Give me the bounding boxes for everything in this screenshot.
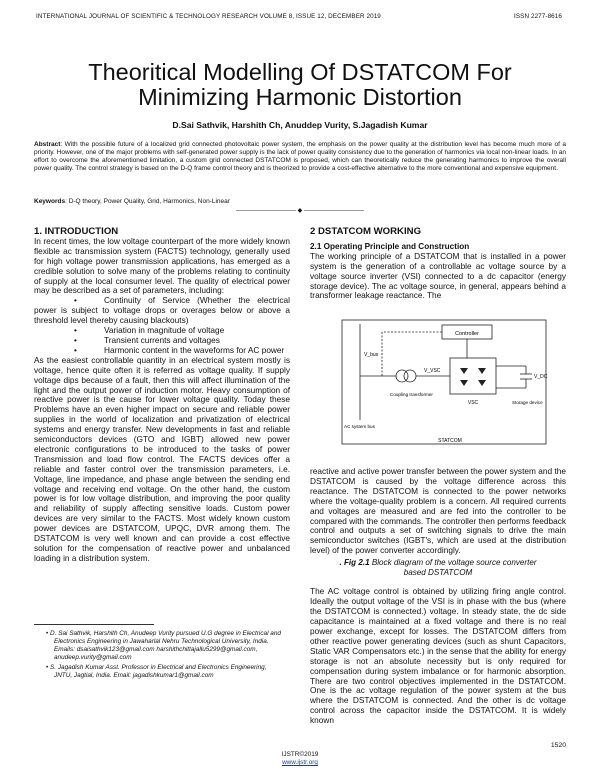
label-vvsc: V_VSC — [424, 368, 441, 374]
bullet-symbol: • — [74, 344, 77, 355]
vsc-box — [450, 358, 496, 394]
list-item — [34, 346, 290, 356]
working-paragraph-3: The AC voltage control is obtained by utilizing firing angle control. Ideally the output voltage of the VSI is in phase with the bus (where the DSTATCOM is connected.) voltage. In steady state, the dc side capacitance is maintained at a fixed voltage and there is no real power exchange, except for losses. The DSTATCOM differs from other reactive power generating devices (such as shunt Capacitors, Static VAR Compensators etc.) in the sense that the ability for energy storage is not an absolute necessity but is only required for compensation during system imbalance or for harmonic absorption. There are two control objectives implemented in the DSTATCOM. One is the ac voltage regulation of the power system at the bus where the DSTATCOM is connected. And the other is dc voltage control across the capacitor inside the DSTATCOM. It is widely known — [310, 586, 566, 726]
quality-parameter-list — [34, 296, 290, 355]
label-statcom: STATCOM — [438, 438, 462, 444]
transformer-coil-2 — [404, 370, 416, 382]
bullet-text: Continuity of Service (Whether the electrical power is subject to voltage drops or overages below or above a threshold level thereby causing blackouts) — [34, 295, 290, 326]
subsection-heading: 2.1 Operating Principle and Construction — [310, 241, 470, 251]
footnote-2 — [44, 664, 284, 680]
footnote-1 — [44, 630, 284, 662]
working-paragraph-1: The working principle of a DSTATCOM that is installed in a power system is the generation of a controllable ac voltage source by a voltage source inverter (VSI) connected to a dc capacitor (energy storage device). The ac voltage source, in general, appears behind a transformer leakage reactance. The — [310, 250, 566, 301]
paper-title: Theoritical Modelling Of DSTATCOM For Minimizing Harmonic Distortion — [88, 59, 512, 110]
bullet-symbol: • — [46, 630, 49, 637]
figure-caption — [330, 558, 546, 577]
bullet-symbol: • — [46, 664, 49, 672]
bullet-symbol: • — [74, 295, 77, 306]
section-heading-dstatcom-working: 2 DSTATCOM WORKING — [310, 226, 422, 237]
list-item — [34, 296, 290, 326]
abstract-label: Abstract — [34, 141, 61, 148]
igbt-symbol — [460, 368, 468, 374]
authors: D.Sai Sathvik, Harshith Ch, Anuddep Vurity, S.Jagadish Kumar — [172, 120, 428, 130]
caption-text: Block diagram of the voltage source converter based DSTATCOM — [369, 558, 537, 577]
footer-url-link[interactable]: www.ijstr.org — [282, 759, 318, 766]
footnotes — [44, 630, 284, 681]
footnote-1-text: D. Sai Sathvik, Harshith Ch, Anudeep Vurity pursued U.G degree in Electrical and Electronics Engineering in Jawaharlal Nehru Technological University, India. Emails: dsaisathvik123@gmail.com harshithchittajallu5299@gmail.com, anudeep.vurity@gmail.com — [50, 630, 281, 662]
footnote-rule — [34, 624, 154, 625]
right-column-continued — [310, 467, 566, 726]
caption-label: . Fig 2.1 — [339, 558, 370, 568]
working-paragraph-2: reactive and active power transfer between the power system and the DSTATCOM is caused by the voltage difference across this reactance. The DSTATCOM is connected to the power networks where the voltage-quality problem is a concern. All required currents and voltages are measured and are fed into the controller to be compared with the commands. The controller then performs feedback control and outputs a set of switching signals to drive the main semiconductor switches (IGBT's, which are used at the distribution level) of the power converter accordingly. — [310, 466, 566, 556]
label-vdc: V_DC — [534, 374, 548, 380]
label-coupling-transformer: Coupling transformer — [390, 392, 433, 397]
label-storage-device: Storage device — [512, 400, 543, 405]
abstract-text: : With the possible future of a localized grid connected photovoltaic power system, the emphasis on the power quality at the distribution level has become much more of a priority. However, one of the major problems with self-generated power supply is the lack of power quality consistency due to the generation of harmonics via local non-linear loads. In an effort to overcome the aforementioned limitation, a custom grid connected DSTATCOM is proposed, which can theoretically reduce the generating harmonics to improve the overall power quality. The control strategy is based on the D-Q frame control theory and is theorized to provide a cost-effective alternative to the more conventional and expensive equipment. — [34, 141, 566, 173]
page-number: 1520 — [550, 742, 566, 749]
footer-code: IJSTR©2019 — [281, 751, 319, 758]
intro-paragraph-1: In recent times, the low voltage counterpart of the more widely known flexible ac transmission system (FACTS) technology, generally used for high voltage power transmission applications, has emerged as a credible solution to solve many of the problems relating to continuity of supply at the local consumer level. The quality of electrical power may be described as a set of parameters, including: — [34, 235, 290, 296]
abstract — [34, 141, 566, 173]
bullet-text: Transient currents and voltages — [104, 334, 220, 345]
label-controller: Controller — [455, 331, 479, 337]
keywords — [34, 198, 566, 205]
journal-header: INTERNATIONAL JOURNAL OF SCIENTIFIC & TECHNOLOGY RESEARCH VOLUME 8, ISSUE 12, DECEMBER 2019 — [36, 13, 381, 20]
intro-paragraph-2: As the easiest controllable quantity in an electrical system mostly is voltage, hence quite often it is referred as voltage quality. If supply voltage dips because of a fault, then this will affect illumination of the light and the output power of induction motor. Heavy consumption of reactive power is the cause for lower voltage quality. Today these Problems have an even higher impact on secure and reliable power supplies in the world of localization and privatization of electrical systems and energy transfer. New developments in fast and reliable semiconductors devices (GTO and IGBT) allowed new power electronic configurations to be introduced to the tasks of power Transmission and load flow control. The FACTS devices offer a reliable and faster control over the transmission parameters, i.e. Voltage, line impedance, and phase angle between the sending end voltage and receiving end voltage. On the other hand, the custom power is for low voltage distribution, and improving the poor quality and reliability of supply affecting sensitive loads. Custom power devices are very similar to the FACTS. Most widely known custom power devices are DSTATCOM, UPQC, DVR among them. The DSTATCOM is very well known and can provide a cost effective solution for the compensation of reactive power and unbalanced loading in a distribution system. — [34, 354, 290, 563]
keywords-text: : D-Q theory, Power Quality, Grid, Harmonics, Non-Linear — [65, 198, 230, 205]
left-column — [34, 227, 290, 564]
bullet-symbol: • — [74, 334, 77, 345]
label-vbus: V_bus — [364, 352, 379, 358]
bullet-symbol: • — [74, 325, 77, 336]
footnote-2-text: S. Jagadish Kumar Asst. Professor in Electrical and Electronics Engineering, JNTU, Jagtial, India. Email: jagadishkumar1@gmail.com — [50, 664, 267, 680]
issn: ISSN 2277-8616 — [514, 13, 562, 20]
bullet-text: Harmonic content in the waveforms for AC power — [104, 344, 285, 355]
section-heading-introduction: 1. INTRODUCTION — [34, 226, 119, 237]
label-vsc: VSC — [467, 400, 479, 406]
keywords-separator: —————————— ◆ —————————— — [236, 208, 364, 214]
keywords-label: Keywords — [34, 198, 66, 205]
dstatcom-block-diagram — [330, 316, 550, 446]
right-column — [310, 227, 566, 301]
bullet-text: Variation in magnitude of voltage — [104, 325, 225, 336]
label-ac-system-bus: AC system bus — [344, 424, 375, 429]
